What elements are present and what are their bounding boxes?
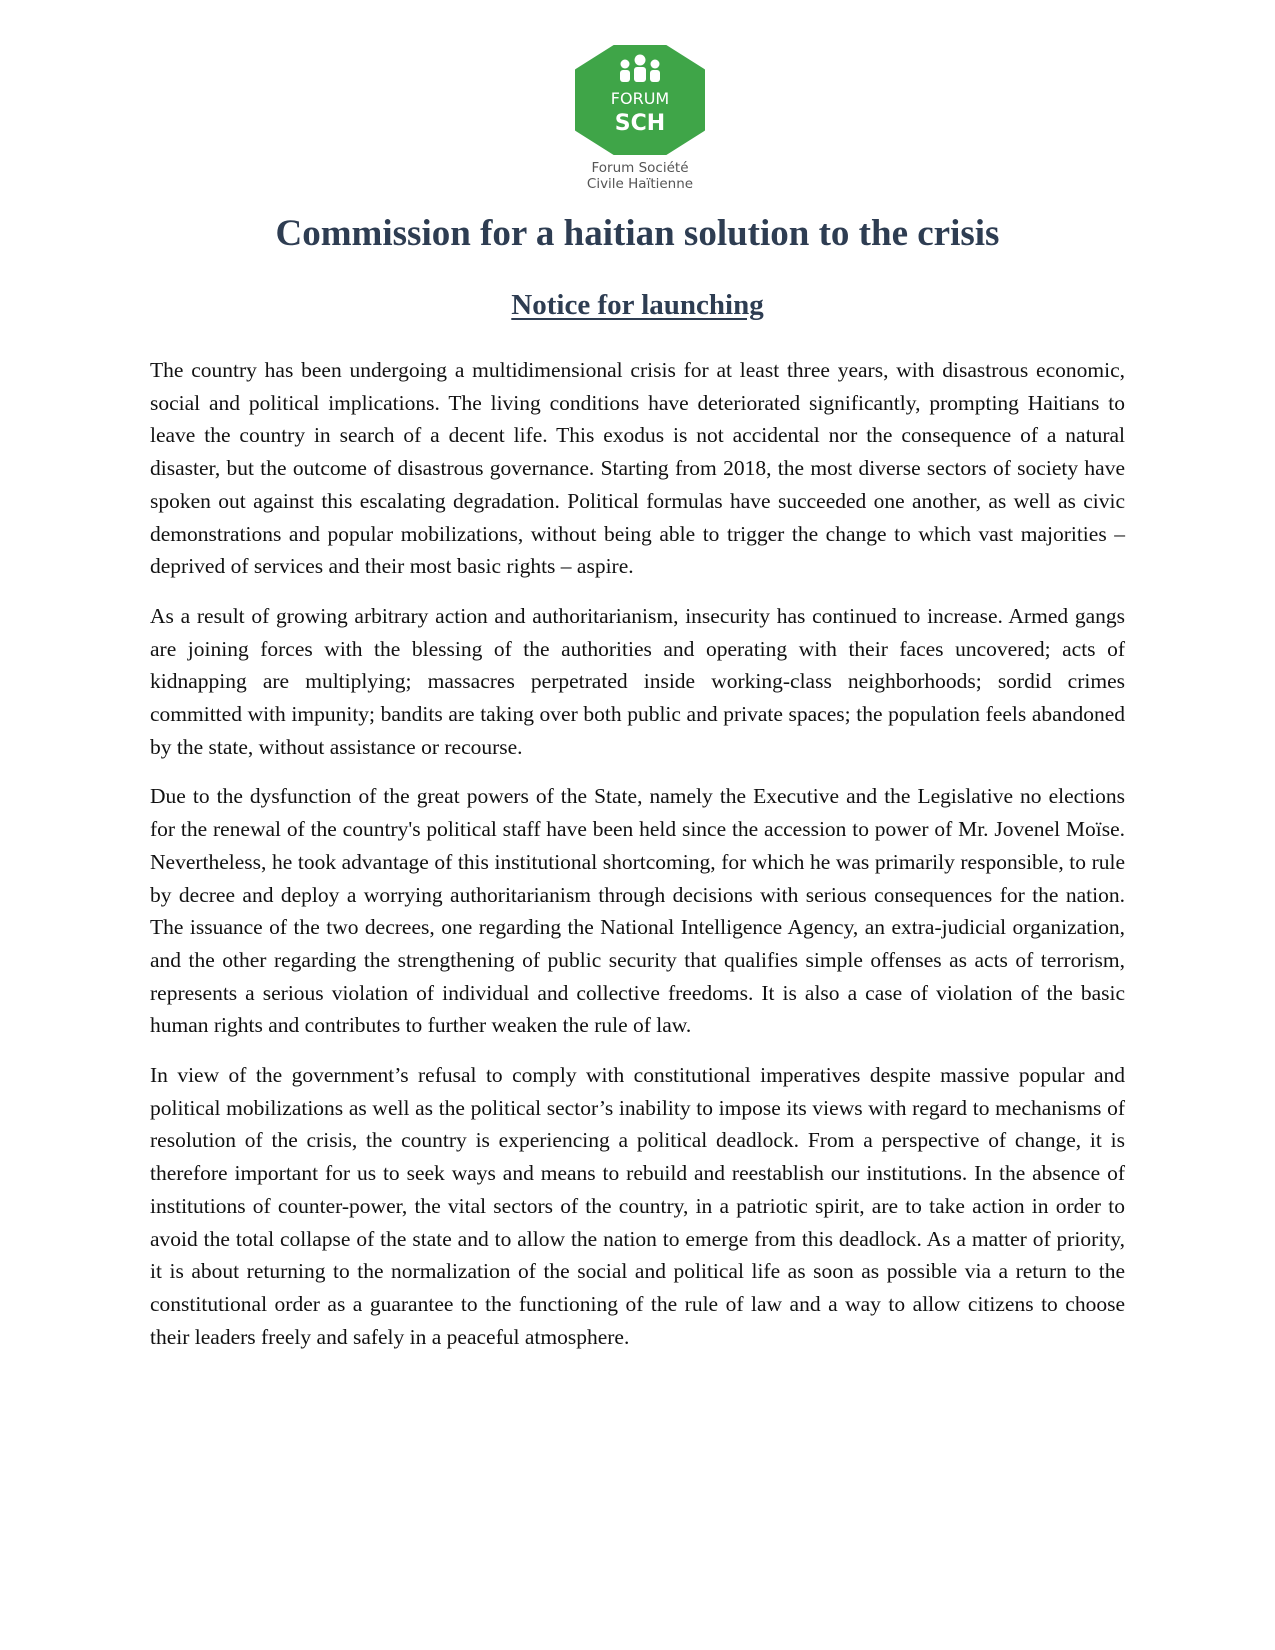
- paragraph-3: Due to the dysfunction of the great powers of the State, namely the Executive and the Legislative no elections for the renewal of the country's political staff have been held since the accession to power of Mr. Jovenel Moïse. Nevertheless, he took advantage of this institutional shortcoming, for which he was primarily responsible, to rule by decree and deploy a worrying authoritarianism through decisions with serious consequences for the nation. The issuance of the two decrees, one regarding the National Intelligence Agency, an extra-judicial organization, and the other regarding the strengthening of public security that qualifies simple offenses as acts of terrorism, represents a serious violation of individual and collective freedoms. It is also a case of violation of the basic human rights and contributes to further weaken the rule of law.: [150, 784, 1125, 1038]
- document-title: Commission for a haitian solution to the crisis: [275, 213, 1000, 254]
- paragraph-1: The country has been undergoing a multidimensional crisis for at least three years, with disastrous economic, social and political implications. The living conditions have deteriorated significantly, prompting Haitians to leave the country in search of a decent life. This exodus is not accidental nor the consequence of a natural disaster, but the outcome of disastrous governance. Starting from 2018, the most diverse sectors of society have spoken out against this escalating degradation. Political formulas have succeeded one another, as well as civic demonstrations and popular mobilizations, without being able to trigger the change to which vast majorities – deprived of services and their most basic rights – aspire.: [150, 358, 1125, 579]
- organization-logo: [560, 44, 720, 192]
- paragraph-2: As a result of growing arbitrary action and authoritarianism, insecurity has continued to increase. Armed gangs are joining forces with the blessing of the authorities and operating with their faces uncovered; acts of kidnapping are multiplying; massacres perpetrated inside working-class neighborhoods; sordid crimes committed with impunity; bandits are taking over both public and private spaces; the population feels abandoned by the state, without assistance or recourse.: [150, 603, 1125, 759]
- logo-caption: [560, 160, 720, 192]
- logo-caption-line2: Civile Haïtienne: [586, 176, 694, 192]
- document-subtitle: Notice for launching: [511, 289, 764, 321]
- document-body: [150, 354, 1125, 1370]
- logo-caption-line1: Forum Société: [591, 160, 689, 176]
- paragraph-4: In view of the government’s refusal to comply with constitutional imperatives despite massive popular and political mobilizations as well as the political sector’s inability to impose its views with regard to mechanisms of resolution of the crisis, the country is experiencing a political deadlock. From a perspective of change, it is therefore important for us to seek ways and means to rebuild and reestablish our institutions. In the absence of institutions of counter-power, the vital sectors of the country, in a patriotic spirit, are to take action in order to avoid the total collapse of the state and to allow the nation to emerge from this deadlock. As a matter of priority, it is about returning to the normalization of the social and political life as soon as possible via a return to the constitutional order as a guarantee to the functioning of the rule of law and a way to allow citizens to choose their leaders freely and safely in a peaceful atmosphere.: [150, 1063, 1125, 1349]
- logo-mark-line2: SCH: [614, 111, 666, 136]
- logo-mark-line1: FORUM: [610, 89, 670, 108]
- forum-sch-logo-icon: [574, 44, 706, 156]
